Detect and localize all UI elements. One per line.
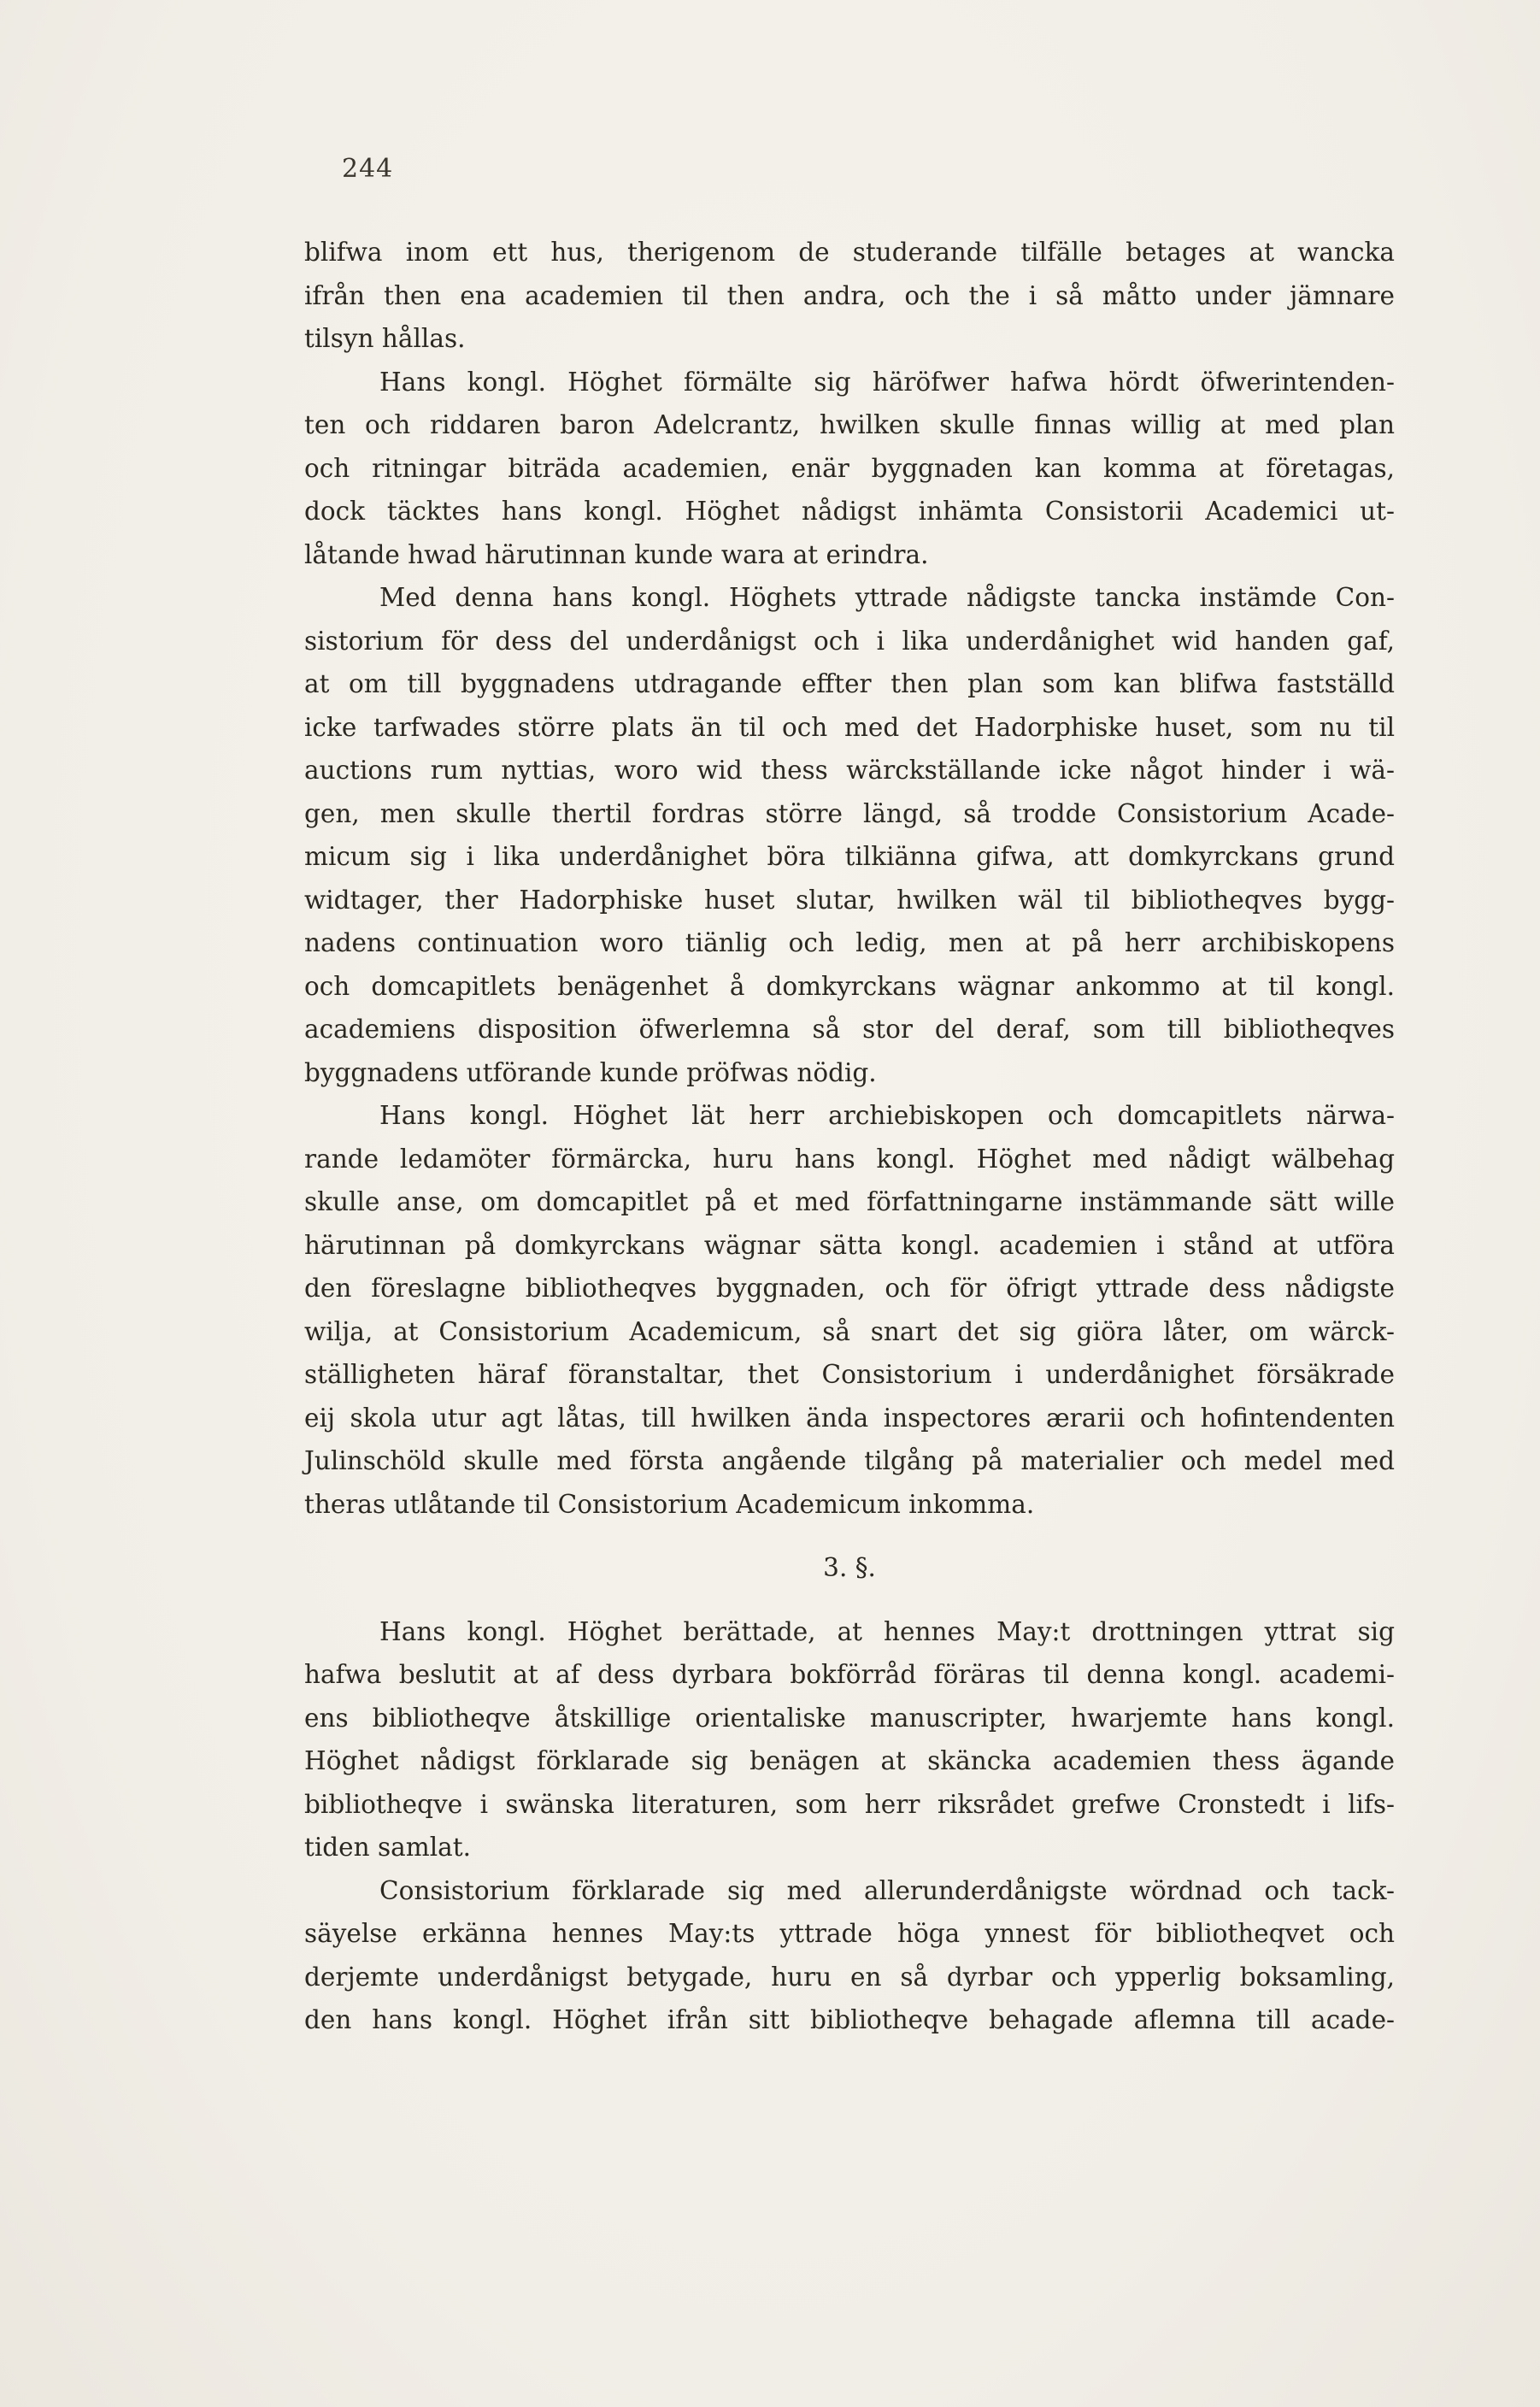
- text-line: academiens disposition öfwerlemna så stor del deraf, som till bibliotheqves: [304, 1015, 1395, 1044]
- text-line: tiden samlat.: [304, 1833, 471, 1862]
- text-line: den hans kongl. Höghet ifrån sitt bibliotheqve behagade aflemna till acade-: [304, 2005, 1395, 2034]
- text-line: ställigheten häraf föranstaltar, thet Consistorium i underdånighet försäkrade: [304, 1360, 1395, 1389]
- text-line: micum sig i lika underdånighet böra tilkiänna gifwa, att domkyrckans grund: [304, 842, 1395, 871]
- text-line: Med denna hans kongl. Höghets yttrade nådigste tancka instämde Con-: [379, 583, 1395, 612]
- text-line: tilsyn hållas.: [304, 324, 466, 353]
- text-line: derjemte underdånigst betygade, huru en så dyrbar och ypperlig boksamling,: [304, 1962, 1395, 1992]
- text-line: och ritningar biträda academien, enär byggnaden kan komma at företagas,: [304, 453, 1395, 483]
- text-line: Julinschöld skulle med första angående tilgång på materialier och medel med: [304, 1446, 1395, 1475]
- text-line: härutinnan på domkyrckans wägnar sätta kongl. academien i stånd at utföra: [304, 1230, 1395, 1260]
- body-text: [304, 231, 1395, 2042]
- text-line: auctions rum nyttias, woro wid thess wärckställande icke något hinder i wä-: [304, 756, 1395, 785]
- text-line: rande ledamöter förmärcka, huru hans kongl. Höghet med nådigt wälbehag: [304, 1144, 1395, 1174]
- text-line: nadens continuation woro tiänlig och ledig, men at på herr archibiskopens: [304, 928, 1395, 957]
- text-line: widtager, ther Hadorphiske huset slutar, hwilken wäl til bibliotheqves bygg-: [304, 885, 1395, 915]
- text-line: eij skola utur agt låtas, till hwilken ända inspectores ærarii och hofintendenten: [304, 1403, 1395, 1433]
- text-line: byggnadens utförande kunde pröfwas nödig.: [304, 1057, 877, 1087]
- text-line: och domcapitlets benägenhet å domkyrckans wägnar ankommo at til kongl.: [304, 971, 1395, 1001]
- text-line: icke tarfwades större plats än til och med det Hadorphiske huset, som nu til: [304, 712, 1395, 742]
- text-line: ifrån then ena academien til then andra, och the i så måtto under jämnare: [304, 280, 1395, 310]
- text-line: låtande hwad härutinnan kunde wara at erindra.: [304, 539, 929, 569]
- section-heading: 3. §.: [823, 1553, 876, 1582]
- text-line: Hans kongl. Höghet förmälte sig häröfwer hafwa hördt öfwerintenden-: [379, 367, 1395, 397]
- text-line: theras utlåtande til Consistorium Academicum inkomma.: [304, 1489, 1035, 1519]
- text-line: Höghet nådigst förklarade sig benägen at skäncka academien thess ägande: [304, 1746, 1395, 1775]
- text-section-after: [304, 1610, 1395, 2042]
- text-line: säyelse erkänna hennes May:ts yttrade höga ynnest för bibliotheqvet och: [304, 1919, 1395, 1948]
- text-line: Hans kongl. Höghet lät herr archiebiskopen och domcapitlets närwa-: [379, 1101, 1395, 1130]
- text-line: hafwa beslutit at af dess dyrbara bokförråd föräras til denna kongl. academi-: [304, 1660, 1395, 1689]
- text-section-before: [304, 231, 1395, 1526]
- text-line: Hans kongl. Höghet berättade, at hennes May:t drottningen yttrat sig: [379, 1616, 1395, 1646]
- text-line: blifwa inom ett hus, therigenom de studerande tilfälle betages at wancka: [304, 238, 1395, 267]
- text-line: at om till byggnadens utdragande effter then plan som kan blifwa fastställd: [304, 669, 1395, 698]
- text-line: Consistorium förklarade sig med allerunderdånigste wördnad och tack-: [379, 1875, 1395, 1905]
- text-line: ten och riddaren baron Adelcrantz, hwilken skulle finnas willig at med plan: [304, 410, 1395, 439]
- text-line: dock täcktes hans kongl. Höghet nådigst inhämta Consistorii Academici ut-: [304, 497, 1395, 526]
- text-line: gen, men skulle thertil fordras större längd, så trodde Consistorium Acade-: [304, 798, 1395, 828]
- text-line: wilja, at Consistorium Academicum, så snart det sig giöra låter, om wärck-: [304, 1316, 1395, 1346]
- text-line: sistorium för dess del underdånigst och i lika underdånighet wid handen gaf,: [304, 626, 1395, 656]
- text-line: skulle anse, om domcapitlet på et med författningarne instämmande sätt wille: [304, 1187, 1395, 1216]
- text-line: den föreslagne bibliotheqves byggnaden, och för öfrigt yttrade dess nådigste: [304, 1274, 1395, 1303]
- text-line: bibliotheqve i swänska literaturen, som herr riksrådet grefwe Cronstedt i lifs-: [304, 1789, 1395, 1819]
- text-line: ens bibliotheqve åtskillige orientaliske manuscripter, hwarjemte hans kongl.: [304, 1703, 1395, 1733]
- page-number: 244: [342, 154, 394, 184]
